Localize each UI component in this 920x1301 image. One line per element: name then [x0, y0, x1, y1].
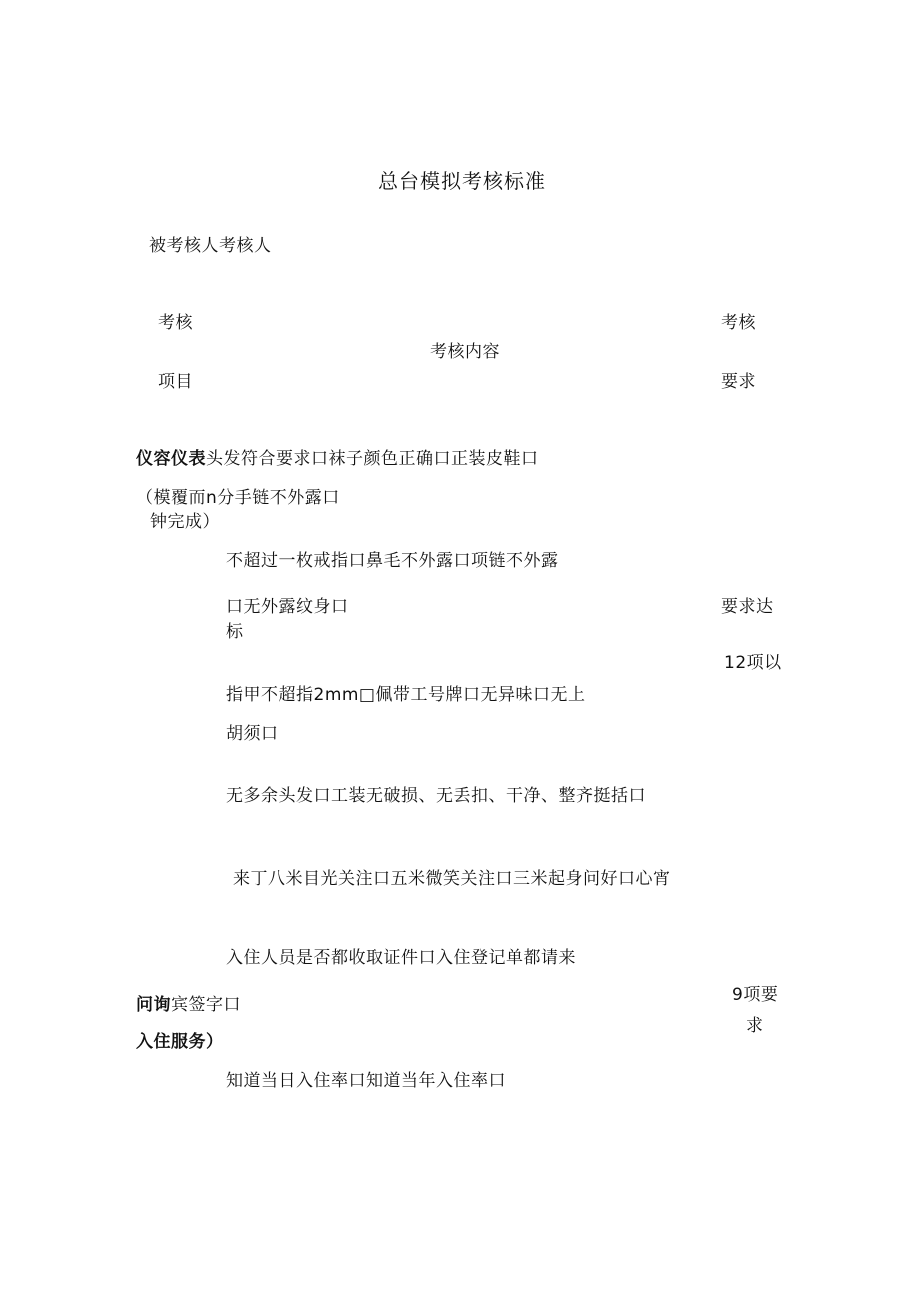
section2-row3: [136, 995, 241, 1015]
section1-content-ring: 不超过一枚戒指口鼻毛不外露口项链不外露: [226, 551, 559, 571]
section1-item-line2: （模覆而n分手链不外露口: [136, 488, 340, 508]
section2-req-line2: 求: [746, 1016, 764, 1036]
section2-item-line2: 入住服务）: [136, 1032, 224, 1052]
section1-req-line2: 12项以: [724, 653, 782, 673]
section2-content-id-check: 入住人员是否都收取证件口入住登记单都请来: [226, 948, 576, 968]
assessee-assessor-line: 被考核人考核人: [149, 236, 272, 256]
header-assess-item-line1: 考核: [158, 313, 193, 333]
header-assess-item-line2: 项目: [158, 372, 193, 392]
section1-req-line1: 要求达: [721, 597, 774, 617]
header-assess-req-line2: 要求: [721, 372, 756, 392]
section1-row1: [136, 449, 539, 469]
section2-content-signature: 宾签字口: [171, 995, 241, 1015]
header-assess-content: 考核内容: [430, 342, 500, 362]
section1-item-label: 仪容仪表: [136, 449, 206, 469]
section1-content-beard: 胡须口: [226, 724, 279, 744]
section2-content-greeting: 来丁八米目光关注口五米微笑关注口三米起身问好口心宵: [233, 869, 671, 889]
section1-content-nails: 指甲不超指2mm□佩带工号牌口无异味口无上: [226, 685, 586, 705]
section1-content-uniform: 无多余头发口工装无破损、无丢扣、干净、整齐挺括口: [226, 786, 646, 806]
section2-req-line1: 9项要: [732, 985, 779, 1005]
section1-item-line3: 钟完成）: [150, 512, 220, 532]
section2-item-label: 问询: [136, 995, 171, 1015]
header-assess-req-line1: 考核: [721, 313, 756, 333]
page-title: 总台模拟考核标准: [378, 169, 546, 193]
section1-content-mark: 标: [226, 622, 244, 642]
section1-content-tattoo: 口无外露纹身口: [226, 597, 349, 617]
section1-content-line1: 头发符合要求口袜子颜色正确口正装皮鞋口: [206, 449, 539, 469]
section2-content-occupancy: 知道当日入住率口知道当年入住率口: [226, 1071, 506, 1091]
